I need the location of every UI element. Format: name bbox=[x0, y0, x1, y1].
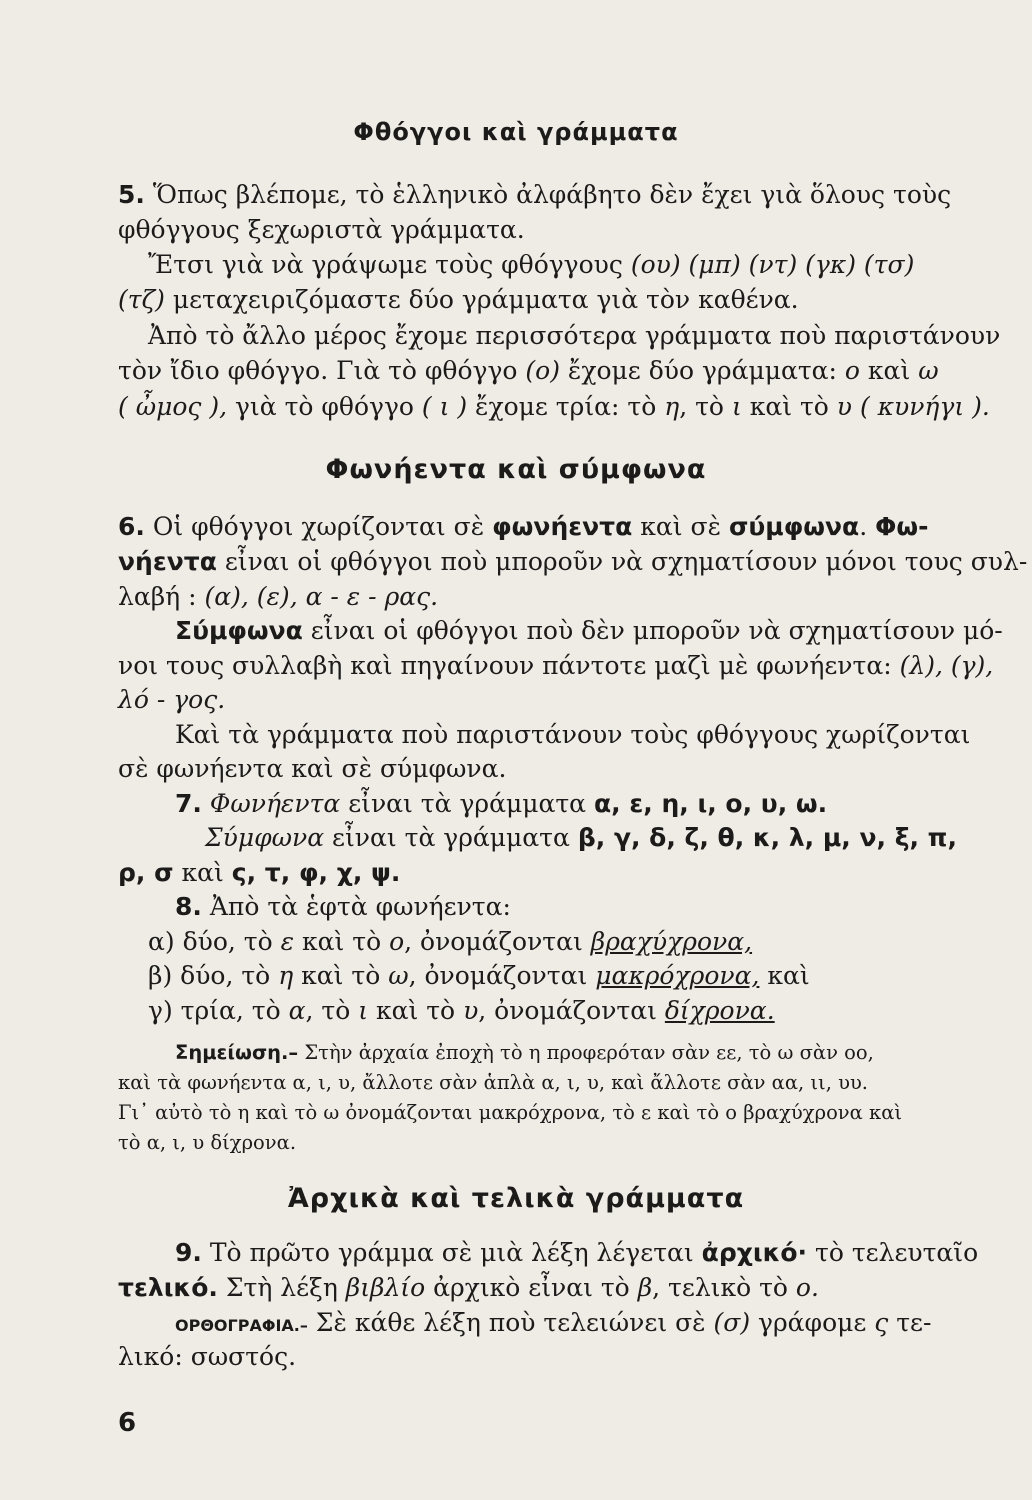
p5-line-7: ( ὦμος ), γιὰ τὸ φθόγγο ( ι ) ἔχομε τρία: τὸ η, τὸ ι καὶ τὸ υ ( κυνήγι ). bbox=[118, 392, 990, 421]
p7-line-1: 7. Φωνήεντα εἶναι τὰ γράμματα α, ε, η, ι, ο, υ, ω. bbox=[175, 789, 828, 818]
p9-line-4: λικό: σωστός. bbox=[118, 1342, 297, 1371]
p5-line-1: 5. Ὅπως βλέπομε, τὸ ἑλληνικὸ ἀλφάβητο δὲν ἔχει γιὰ ὅλους τοὺς bbox=[118, 180, 952, 209]
p6-line-5: νοι τους συλλαβὴ καὶ πηγαίνουν πάντοτε μαζὶ μὲ φωνήεντα: (λ), (γ), bbox=[118, 651, 994, 680]
p5-number: 5. bbox=[118, 180, 145, 209]
p6-line-4: Σύμφωνα εἶναι οἱ φθόγγοι ποὺ δὲν μποροῦν νὰ σχηματίσουν μό- bbox=[175, 616, 1003, 645]
orthografia-label: ΟΡΘΟΓΡΑΦΙΑ.– bbox=[175, 1316, 308, 1335]
p8-line-1: 8. Ἀπὸ τὰ ἑφτὰ φωνήεντα: bbox=[175, 892, 511, 921]
p9-line-1: 9. Τὸ πρῶτο γράμμα σὲ μιὰ λέξη λέγεται ἀρχικό· τὸ τελευταῖο bbox=[175, 1238, 979, 1267]
p8-line-3: β) δύο, τὸ η καὶ τὸ ω, ὀνομάζονται μακρόχρονα, καὶ bbox=[148, 961, 810, 990]
heading-phonienta: Φωνήεντα καὶ σύμφωνα bbox=[325, 454, 707, 485]
heading-phthongoi: Φθόγγοι καὶ γράμματα bbox=[353, 118, 679, 146]
note-line-2: καὶ τὰ φωνήεντα α, ι, υ, ἄλλοτε σὰν ἁπλὰ α, ι, υ, καὶ ἄλλοτε σὰν αα, ιι, υυ. bbox=[118, 1071, 869, 1094]
p5-line-5: Ἀπὸ τὸ ἄλλο μέρος ἔχομε περισσότερα γράμματα ποὺ παριστάνουν bbox=[148, 321, 1001, 350]
p9-line-3: ΟΡΘΟΓΡΑΦΙΑ.– Σὲ κάθε λέξη ποὺ τελειώνει σὲ (σ) γράφομε ς τε- bbox=[175, 1308, 932, 1337]
heading-arxika: Ἀρχικὰ καὶ τελικὰ γράμματα bbox=[287, 1183, 745, 1214]
p7-line-3: ρ, σ καὶ ς, τ, φ, χ, ψ. bbox=[118, 858, 401, 887]
p5-line-2: φθόγγους ξεχωριστὰ γράμματα. bbox=[118, 215, 525, 244]
p9-line-2: τελικό. Στὴ λέξη βιβλίο ἀρχικὸ εἶναι τὸ β, τελικὸ τὸ ο. bbox=[118, 1273, 819, 1302]
p6-line-6: λό - γος. bbox=[118, 685, 226, 714]
p6-line-2: νήεντα εἶναι οἱ φθόγγοι ποὺ μποροῦν νὰ σχηματίσουν μόνοι τους συλ- bbox=[118, 547, 1028, 576]
p8-line-2: α) δύο, τὸ ε καὶ τὸ ο, ὀνομάζονται βραχύχρονα, bbox=[148, 927, 753, 956]
p7-line-2: Σύμφωνα εἶναι τὰ γράμματα β, γ, δ, ζ, θ, κ, λ, μ, ν, ξ, π, bbox=[205, 823, 957, 852]
p6-line-8: σὲ φωνήεντα καὶ σὲ σύμφωνα. bbox=[118, 754, 507, 783]
p5-line-6: τὸν ἴδιο φθόγγο. Γιὰ τὸ φθόγγο (ο) ἔχομε δύο γράμματα: ο καὶ ω bbox=[118, 356, 939, 385]
p5-line-4: (τζ) μεταχειριζόμαστε δύο γράμματα γιὰ τὸν καθένα. bbox=[118, 285, 799, 314]
p6-line-3: λαβή : (α), (ε), α - ε - ρας. bbox=[118, 582, 439, 611]
note-label: Σημείωση.– bbox=[175, 1041, 299, 1064]
page-number: 6 bbox=[118, 1408, 137, 1438]
note-line-4: τὸ α, ι, υ δίχρονα. bbox=[118, 1131, 297, 1154]
p5-line-3: Ἔτσι γιὰ νὰ γράψωμε τοὺς φθόγγους (ου) (μπ) (ντ) (γκ) (τσ) bbox=[148, 250, 915, 279]
p6-line-1: 6. Οἱ φθόγγοι χωρίζονται σὲ φωνήεντα καὶ σὲ σύμφωνα. Φω- bbox=[118, 512, 929, 541]
p6-line-7: Καὶ τὰ γράμματα ποὺ παριστάνουν τοὺς φθόγγους χωρίζονται bbox=[175, 720, 971, 749]
note-line-3: Γι᾽ αὐτὸ τὸ η καὶ τὸ ω ὀνομάζονται μακρόχρονα, τὸ ε καὶ τὸ ο βραχύχρονα καὶ bbox=[118, 1101, 903, 1124]
p8-line-4: γ) τρία, τὸ α, τὸ ι καὶ τὸ υ, ὀνομάζονται δίχρονα. bbox=[148, 996, 775, 1025]
note-line-1: Σημείωση.– Στὴν ἀρχαία ἐποχὴ τὸ η προφερόταν σὰν εε, τὸ ω σὰν οο, bbox=[175, 1041, 874, 1064]
